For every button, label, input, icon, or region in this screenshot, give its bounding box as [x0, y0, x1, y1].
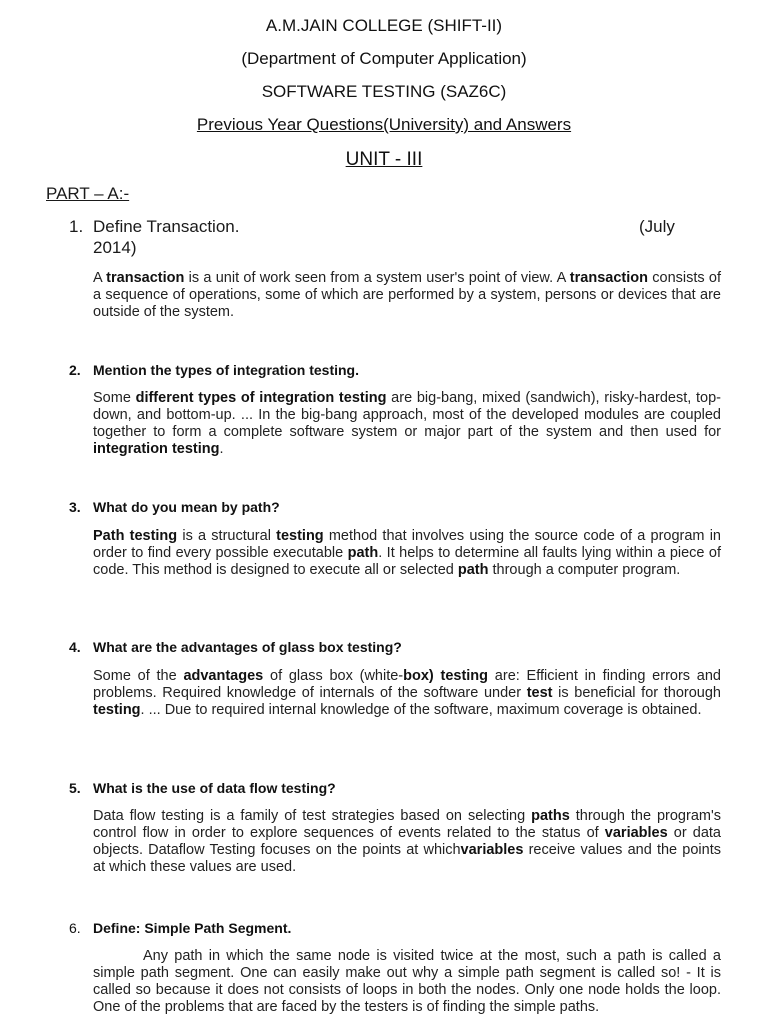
- answer-text: is beneficial for thorough: [552, 685, 721, 701]
- answer-keyword: variables: [604, 825, 668, 841]
- question-2: [69, 361, 359, 379]
- question-title: What do you mean by path?: [93, 499, 280, 515]
- document-subtitle: Previous Year Questions(University) and Answers: [196, 115, 572, 134]
- answer-6: [93, 948, 721, 1016]
- question-number: 3.: [69, 499, 81, 515]
- question-title: Mention the types of integration testing.: [93, 362, 359, 378]
- answer-text: or data objects. Dataflow Testing focuses on the points at which: [93, 825, 721, 858]
- answer-text: are: Efficient in finding errors and problems. Required knowledge of internals of the software under: [93, 668, 721, 701]
- question-title: What are the advantages of glass box testing?: [93, 639, 402, 655]
- answer-text: Some of the: [93, 668, 184, 684]
- answer-keyword: path: [347, 545, 379, 561]
- answer-4: [93, 668, 721, 719]
- answer-2: [93, 390, 721, 458]
- answer-keyword: testing: [276, 528, 324, 544]
- answer-text: method that involves using the source code of a program in order to find every possible executable: [93, 528, 721, 561]
- answer-keyword: testing: [93, 702, 141, 718]
- answer-text: is a unit of work seen from a system user's point of view. A: [184, 270, 570, 286]
- answer-text: Some: [93, 390, 136, 406]
- question-number: 1.: [69, 217, 84, 236]
- question-number: 2.: [69, 362, 81, 378]
- answer-keyword: variables: [460, 842, 524, 858]
- answer-keyword: transaction: [106, 270, 185, 286]
- answer-text: is a structural: [177, 528, 277, 544]
- answer-text: receive values and the points at which these values are used.: [93, 842, 721, 875]
- answer-keyword: box) testing: [403, 668, 489, 684]
- answer-text: consists of a sequence of operations, some of which are performed by a system, persons or devices that are outside of the system.: [93, 270, 722, 320]
- question-date: (July: [639, 217, 675, 236]
- answer-3: [93, 528, 721, 579]
- answer-text: are big-bang, mixed (sandwich), risky-hardest, top-down, and bottom-up. ... In the big-bang approach, most of the developed modules are coupled together to form a complete software system or major part of the system and then used for: [93, 390, 721, 440]
- answer-text: of glass box (white-: [263, 668, 404, 684]
- answer-keyword: Path testing: [93, 528, 178, 544]
- college-name: A.M.JAIN COLLEGE (SHIFT-II): [265, 16, 503, 35]
- answer-keyword: transaction: [569, 270, 648, 286]
- question-1: [69, 216, 721, 260]
- answer-text: through a computer program.: [488, 562, 681, 578]
- question-5: [69, 779, 336, 797]
- question-3: [69, 498, 280, 516]
- question-title: Define Transaction.: [93, 217, 240, 236]
- course-title: SOFTWARE TESTING (SAZ6C): [261, 82, 507, 101]
- question-number: 4.: [69, 639, 81, 655]
- question-number: 5.: [69, 780, 81, 796]
- unit-heading: UNIT - III: [345, 149, 423, 170]
- answer-keyword: paths: [531, 808, 570, 824]
- question-number: 6.: [69, 920, 81, 936]
- question-date-year: 2014): [93, 238, 137, 257]
- part-heading: PART – A:-: [46, 184, 130, 203]
- question-title: What is the use of data flow testing?: [93, 780, 336, 796]
- answer-text: through the program's control flow in order to explore sequences of events related to the status of: [93, 808, 721, 841]
- answer-text: Any path in which the same node is visited twice at the most, such a path is called a simple path segment. One can easily make out why a simple path segment is called so! - It is called so because it does not consists of loops in both the nodes. Only one node holds the loop. One of the problems that are faced by the testers is of finding the simple paths.: [93, 948, 721, 1015]
- answer-keyword: path: [457, 562, 489, 578]
- answer-1: [93, 270, 721, 321]
- answer-text: . It helps to determine all faults lying within a piece of code. This method is designed to execute all or selected: [93, 545, 721, 578]
- answer-keyword: test: [526, 685, 553, 701]
- answer-text: A: [93, 270, 107, 286]
- answer-5: [93, 808, 721, 876]
- question-title: Define: Simple Path Segment.: [93, 920, 292, 936]
- answer-keyword: integration testing: [93, 441, 220, 457]
- answer-text: Data flow testing is a family of test strategies based on selecting: [93, 808, 532, 824]
- department-name: (Department of Computer Application): [241, 49, 527, 68]
- question-6: [69, 919, 291, 937]
- question-4: [69, 638, 402, 656]
- answer-keyword: advantages: [183, 668, 264, 684]
- answer-text: . ... Due to required internal knowledge of the software, maximum coverage is obtained.: [140, 702, 702, 718]
- answer-text: .: [219, 441, 224, 457]
- answer-keyword: different types of integration testing: [135, 390, 387, 406]
